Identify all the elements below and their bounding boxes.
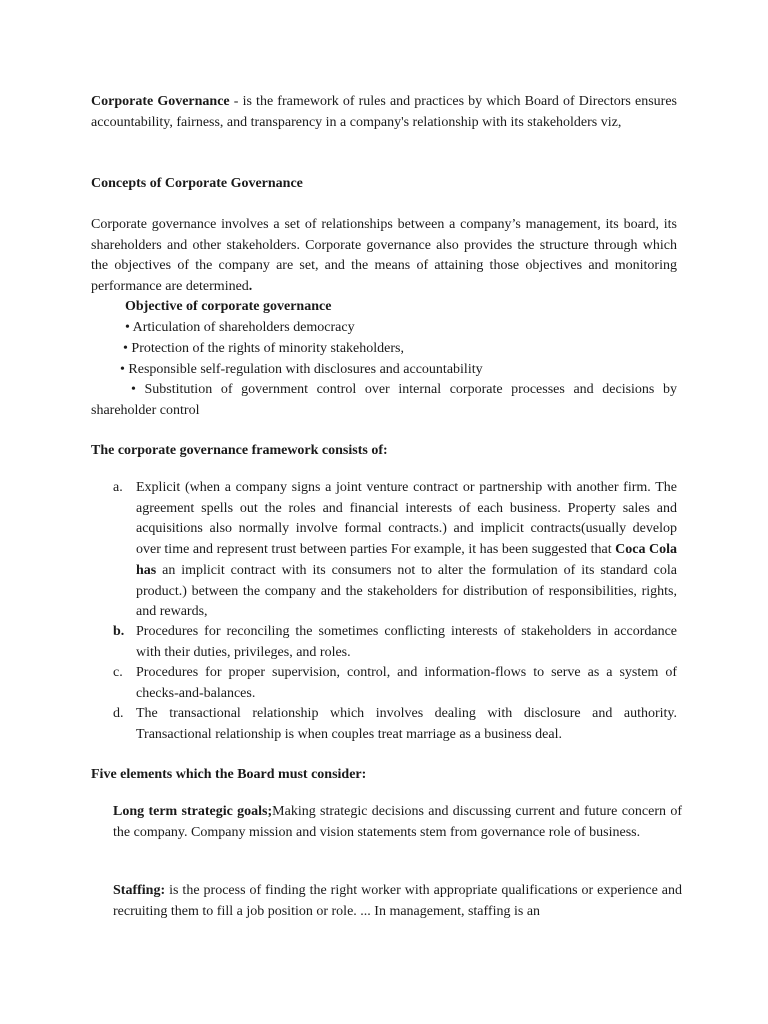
framework-heading: The corporate governance framework consists of:: [91, 443, 388, 458]
framework-item-text-end: an implicit contract with its consumers not to alter the formulation of its standard cola product.) between the company and the stakeholders for distribution of responsibilities, rights, and rewards,: [136, 562, 677, 620]
framework-item-text-start: Explicit (when a company signs a joint venture contract or partnership with another firm. The agreement spells out the roles and financial interests of each business. Property sales and acquisitions also normally involve formal contracts.) and implicit contracts(usually develop over time and represent trust between parties For example, it has been suggested that: [136, 480, 677, 558]
element-text: is the process of finding the right worker with appropriate qualifications or experience and recruiting them to fill a job position or role. ... In management, staffing is an: [113, 883, 682, 919]
intro-text: - is the framework of rules and practices by which Board of Directors ensures accountability, fairness, and transparency in a company's relationship with its stakeholders viz,: [91, 94, 677, 130]
concepts-heading: Concepts of Corporate Governance: [91, 176, 303, 191]
objectives-heading: Objective of corporate governance: [125, 299, 332, 314]
element-term: Staffing:: [113, 883, 166, 898]
objective-item: • Protection of the rights of minority stakeholders,: [123, 341, 404, 356]
concepts-paragraph: [91, 215, 677, 298]
concepts-paragraph-end: .: [248, 279, 253, 295]
coca-cola-bold: Coca Cola has: [136, 542, 677, 578]
framework-item-b: [113, 622, 677, 663]
intro-term: Corporate Governance: [91, 94, 230, 109]
elements-heading: Five elements which the Board must consider:: [91, 767, 367, 782]
framework-item-text: Procedures for proper supervision, control, and information-flows to serve as a system of checks-and-balances.: [136, 665, 677, 701]
list-marker: b.: [113, 624, 125, 639]
intro-paragraph: [91, 92, 677, 133]
framework-item-text: [136, 478, 677, 623]
element-text: Making strategic decisions and discussing current and future concern of the company. Company mission and vision statements stem from governance role of business.: [113, 804, 682, 840]
objective-item: • Articulation of shareholders democracy: [125, 320, 355, 335]
framework-item-text: Procedures for reconciling the sometimes conflicting interests of stakeholders in accordance with their duties, privileges, and roles.: [136, 624, 677, 660]
element-staffing: [113, 881, 682, 922]
framework-item-c: [113, 663, 677, 704]
element-strategic-goals: [113, 802, 682, 843]
element-term: Long term strategic goals;: [113, 804, 273, 819]
framework-item-text: The transactional relationship which involves dealing with disclosure and authority. Transactional relationship is when couples treat marriage as a business deal.: [136, 706, 677, 742]
objective-item: • Responsible self-regulation with disclosures and accountability: [120, 362, 483, 377]
objective-item: • Substitution of government control over internal corporate processes and decisions by shareholder control: [91, 382, 677, 418]
framework-item-d: [113, 704, 677, 745]
list-marker: a.: [113, 480, 123, 495]
list-marker: c.: [113, 665, 123, 680]
framework-item-a: [113, 478, 677, 623]
list-marker: d.: [113, 706, 124, 721]
concepts-paragraph-text: Corporate governance involves a set of relationships between a company’s management, its board, its shareholders and other stakeholders. Corporate governance also provides the structure through which the objectives of the company are set, and the means of attaining those objectives and monitoring performance are determined: [91, 217, 677, 295]
